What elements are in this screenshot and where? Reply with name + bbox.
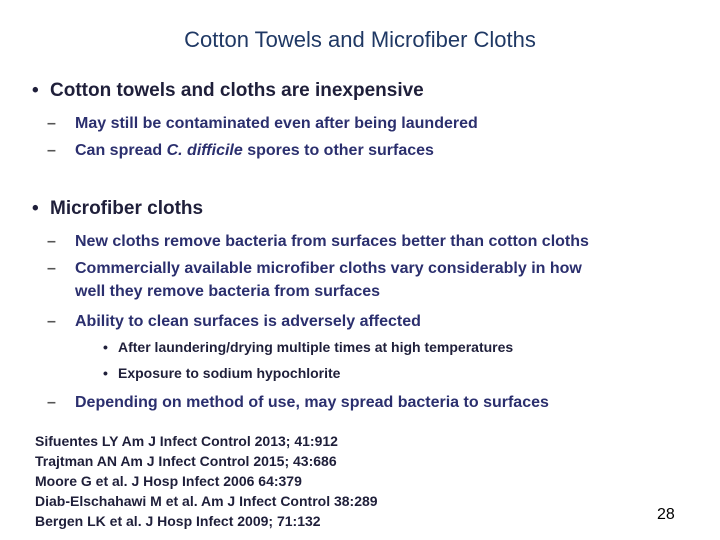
citation: Bergen LK et al. J Hosp Infect 2009; 71:132 xyxy=(35,513,321,529)
sub-bullet-text-line1: Commercially available microfiber cloths vary considerably in how xyxy=(75,260,582,277)
sub-bullet xyxy=(47,310,421,333)
dash-icon: – xyxy=(47,313,56,330)
bullet-icon: • xyxy=(32,80,39,101)
sub-bullet-text: Depending on method of use, may spread bacteria to surfaces xyxy=(75,394,549,411)
bullet-icon: • xyxy=(32,198,39,219)
sub-bullet-text: New cloths remove bacteria from surfaces better than cotton cloths xyxy=(75,233,589,250)
dash-icon: – xyxy=(47,260,56,277)
sub-bullet xyxy=(47,230,589,253)
bullet-cotton xyxy=(32,80,424,102)
sub-bullet-text-line2: well they remove bacteria from surfaces xyxy=(75,283,381,300)
slide-title: Cotton Towels and Microfiber Cloths xyxy=(184,27,536,52)
dash-icon: – xyxy=(47,115,56,132)
citation: Diab-Elschahawi M et al. Am J Infect Control 38:289 xyxy=(35,493,378,509)
bullet-microfiber xyxy=(32,198,204,220)
sub-sub-bullet xyxy=(103,339,514,355)
sub-sub-bullet-text: After laundering/drying multiple times at high temperatures xyxy=(118,339,514,355)
citation: Sifuentes LY Am J Infect Control 2013; 41:912 xyxy=(35,433,338,449)
citations xyxy=(35,431,378,531)
sub-sub-bullet-text: Exposure to sodium hypochlorite xyxy=(118,365,341,381)
sub-bullet xyxy=(47,257,582,303)
citation: Moore G et al. J Hosp Infect 2006 64:379 xyxy=(35,473,302,489)
page-number: 28 xyxy=(657,506,675,523)
sub-sub-bullet xyxy=(103,365,341,381)
sub-bullet-text-pre: Can spread xyxy=(75,142,167,159)
sub-bullet-text: Ability to clean surfaces is adversely affected xyxy=(75,313,421,330)
sub-bullet xyxy=(47,391,549,414)
bullet-icon: • xyxy=(103,339,108,355)
sub-bullet-text-post: spores to other surfaces xyxy=(242,142,434,159)
bullet-text: Cotton towels and cloths are inexpensive xyxy=(50,80,424,101)
dash-icon: – xyxy=(47,142,56,159)
organism-name: C. difficile xyxy=(166,142,243,159)
bullet-icon: • xyxy=(103,365,108,381)
sub-bullet xyxy=(47,139,434,162)
dash-icon: – xyxy=(47,394,56,411)
dash-icon: – xyxy=(47,233,56,250)
bullet-text: Microfiber cloths xyxy=(50,198,204,219)
sub-bullet-text: May still be contaminated even after being laundered xyxy=(75,115,478,132)
citation: Trajtman AN Am J Infect Control 2015; 43:686 xyxy=(35,453,337,469)
sub-bullet xyxy=(47,112,478,135)
